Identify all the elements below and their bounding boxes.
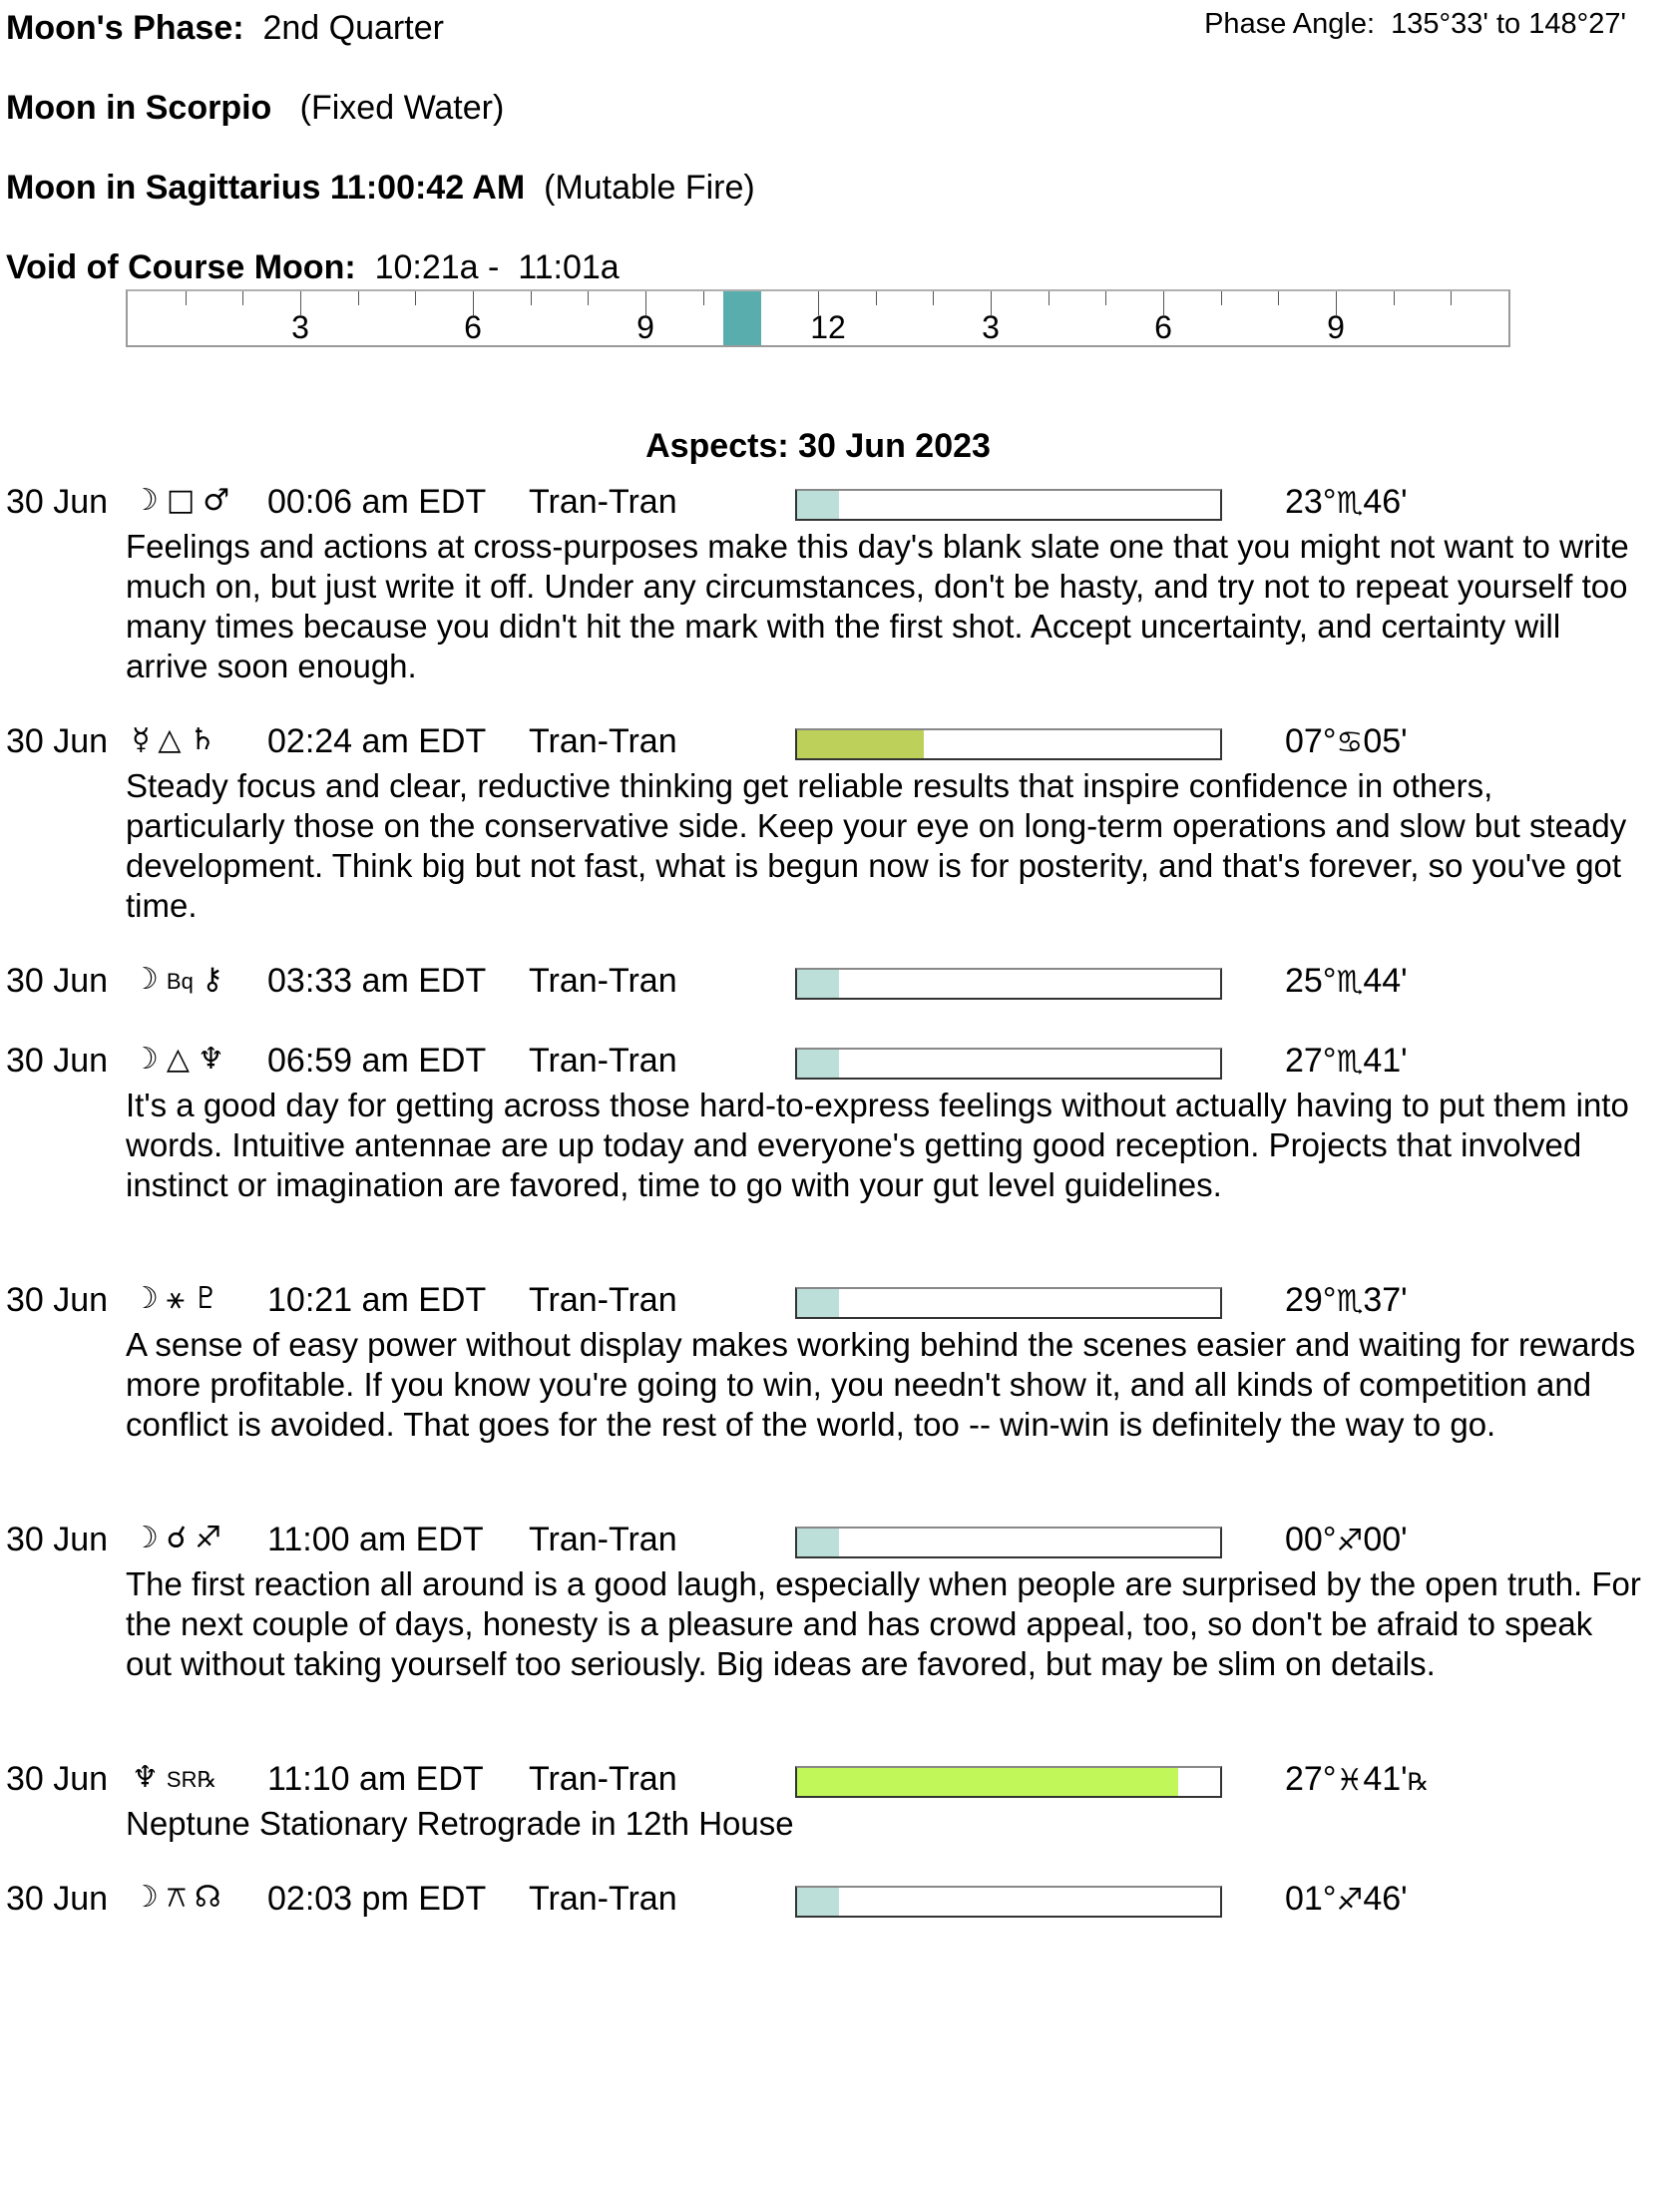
position-degree: 27° xyxy=(1285,1760,1337,1798)
aspect-glyphs xyxy=(132,1880,229,1915)
hour-label: 9 xyxy=(636,309,654,345)
aspect-row xyxy=(0,1281,1680,1445)
conjunction-aspect-icon: ☌ xyxy=(166,1521,188,1555)
aspect-time: 00:06 am EDT xyxy=(267,483,487,521)
aspect-type: Tran-Tran xyxy=(529,1880,677,1918)
aspect-position xyxy=(1285,483,1408,522)
strength-bar xyxy=(795,728,1222,760)
aspects-title: Aspects: 30 Jun 2023 xyxy=(645,427,991,465)
aspect-type: Tran-Tran xyxy=(529,1281,677,1319)
aspect-date: 30 Jun xyxy=(6,1760,109,1798)
strength-bar-fill xyxy=(797,1768,1178,1796)
strength-bar xyxy=(795,1527,1222,1558)
void-of-course-block xyxy=(723,291,762,345)
hour-label: 6 xyxy=(1154,309,1172,345)
aspect-row xyxy=(0,962,1680,1006)
moon-sign-quality: (Fixed Water) xyxy=(299,89,505,127)
aspect-glyphs xyxy=(132,1760,224,1795)
biquintile-aspect-icon: Bq xyxy=(166,969,194,994)
strength-bar xyxy=(795,1886,1222,1918)
hour-tick xyxy=(1394,291,1395,305)
strength-bar xyxy=(795,968,1222,1000)
aspect-date: 30 Jun xyxy=(6,1880,109,1918)
aspect-type: Tran-Tran xyxy=(529,1760,677,1798)
aspect-type: Tran-Tran xyxy=(529,1521,677,1558)
strength-bar-fill xyxy=(797,1529,839,1556)
hour-tick xyxy=(242,291,243,305)
aspect-type: Tran-Tran xyxy=(529,722,677,760)
aspect-row xyxy=(0,1042,1680,1205)
aspect-date: 30 Jun xyxy=(6,1042,109,1080)
aspect-row xyxy=(0,1521,1680,1684)
moon-ingress-quality: (Mutable Fire) xyxy=(544,169,755,207)
aspect-position xyxy=(1285,1521,1408,1559)
strength-bar-fill xyxy=(797,1289,839,1317)
hour-tick xyxy=(1049,291,1050,305)
square-aspect-icon: □ xyxy=(166,483,196,518)
hour-tick xyxy=(1221,291,1222,305)
retrograde-icon: ℞ xyxy=(1407,1768,1430,1796)
hour-tick xyxy=(1278,291,1279,305)
moon-phase-label: Moon's Phase: xyxy=(6,9,244,47)
moon-icon: ☽ xyxy=(132,962,159,997)
aspect-date: 30 Jun xyxy=(6,722,109,760)
phase-angle-value: 135°33' to 148°27' xyxy=(1391,8,1626,40)
hour-tick xyxy=(1451,291,1452,305)
aspect-position xyxy=(1285,1281,1408,1320)
position-degree: 25° xyxy=(1285,962,1337,1000)
void-of-course xyxy=(6,247,620,287)
zodiac-sign-icon: ♏ xyxy=(1336,1045,1364,1080)
zodiac-sign-icon: ♏ xyxy=(1336,965,1364,1000)
north-node-icon: ☊ xyxy=(194,1880,221,1915)
position-degree: 01° xyxy=(1285,1880,1337,1918)
position-degree: 00° xyxy=(1285,1521,1337,1558)
moon-icon: ☽ xyxy=(132,483,159,518)
aspect-row xyxy=(0,1760,1680,1844)
voc-value: 10:21a - 11:01a xyxy=(374,248,620,286)
aspect-description: It's a good day for getting across those hard-to-express feelings without actually having to put them into words. Intuitive antennae are up today and everyone's getting good reception. Projects that involved instinct or imagination are favored, time to go with your gut level guidelines. xyxy=(126,1087,1629,1203)
strength-bar-fill xyxy=(797,1888,839,1916)
hour-label: 12 xyxy=(810,309,846,345)
stationary-retrograde-icon: SR℞ xyxy=(166,1767,217,1792)
aspect-time: 11:10 am EDT xyxy=(267,1760,484,1798)
position-degree: 07° xyxy=(1285,722,1337,760)
moon-ingress-label: Moon in Sagittarius 11:00:42 AM xyxy=(6,169,526,207)
strength-bar-fill xyxy=(797,491,839,519)
strength-bar-fill xyxy=(797,970,839,998)
mars-icon: ♂ xyxy=(203,483,230,518)
hour-label: 6 xyxy=(464,309,482,345)
moon-ingress xyxy=(6,168,755,208)
zodiac-sign-icon: ♐ xyxy=(1336,1524,1364,1558)
hour-tick xyxy=(186,291,187,305)
moon-icon: ☽ xyxy=(132,1521,159,1555)
zodiac-sign-icon: ♐ xyxy=(1336,1883,1364,1918)
moon-phase xyxy=(6,8,444,48)
moon-sign xyxy=(6,88,504,128)
strength-bar-fill xyxy=(797,1050,839,1078)
zodiac-sign-icon: ♓ xyxy=(1336,1763,1364,1798)
aspect-glyphs xyxy=(132,1042,232,1077)
pluto-icon: ♇ xyxy=(192,1281,219,1316)
aspect-time: 02:24 am EDT xyxy=(267,722,487,760)
trine-aspect-icon: △ xyxy=(166,1042,190,1077)
saturn-icon: ♄ xyxy=(189,722,216,757)
aspect-description: Neptune Stationary Retrograde in 12th House xyxy=(126,1805,794,1842)
phase-angle-label: Phase Angle: xyxy=(1204,8,1376,40)
position-degree: 27° xyxy=(1285,1042,1337,1080)
hour-tick xyxy=(588,291,589,305)
moon-icon: ☽ xyxy=(132,1281,159,1316)
aspect-description: Steady focus and clear, reductive thinking get reliable results that inspire confidence in others, particularly those on the conservative side. Keep your eye on long-term operations and slow but steady development. Think big but not fast, what is begun now is for posterity, and that's forever, so you've got time. xyxy=(126,767,1627,924)
moon-icon: ☽ xyxy=(132,1042,159,1077)
aspect-type: Tran-Tran xyxy=(529,483,677,521)
aspect-position xyxy=(1285,1880,1408,1919)
aspect-description: Feelings and actions at cross-purposes make this day's blank slate one that you might not want to write much on, but just write it off. Under any circumstances, don't be hasty, and try not to repeat yourself too many times because you didn't hit the mark with the first shot. Accept uncertainty, and certainty will arrive soon enough. xyxy=(126,528,1629,684)
position-degree: 29° xyxy=(1285,1281,1337,1319)
aspect-glyphs xyxy=(132,962,231,997)
strength-bar xyxy=(795,489,1222,521)
aspect-position xyxy=(1285,1042,1408,1081)
aspect-description: The first reaction all around is a good laugh, especially when people are surprised by the open truth. For the next couple of days, honesty is a pleasure and has crowd appeal, too, so don't be afraid to speak out without taking yourself too seriously. Big ideas are favored, but may be slim on details. xyxy=(126,1565,1641,1682)
neptune-icon: ♆ xyxy=(132,1760,159,1795)
aspect-position xyxy=(1285,722,1408,761)
quincunx-aspect-icon: ⚻ xyxy=(166,1880,187,1915)
aspect-glyphs xyxy=(132,722,223,757)
mercury-icon: ☿ xyxy=(132,722,151,757)
hour-label: 3 xyxy=(291,309,309,345)
aspect-glyphs xyxy=(132,1521,229,1555)
hour-tick xyxy=(415,291,416,305)
position-minute: 46' xyxy=(1363,483,1408,521)
aspect-date: 30 Jun xyxy=(6,1521,109,1558)
hour-tick xyxy=(703,291,704,305)
moon-phase-value: 2nd Quarter xyxy=(262,9,444,47)
aspect-row xyxy=(0,722,1680,926)
trine-aspect-icon: △ xyxy=(158,722,182,757)
neptune-icon: ♆ xyxy=(197,1042,224,1077)
aspect-time: 02:03 pm EDT xyxy=(267,1880,487,1918)
zodiac-sign-icon: ♏ xyxy=(1336,486,1364,521)
position-minute: 46' xyxy=(1363,1880,1408,1918)
moon-sign-label: Moon in Scorpio xyxy=(6,89,272,127)
zodiac-sign-icon: ♋ xyxy=(1336,725,1364,760)
aspect-glyphs xyxy=(132,1281,227,1316)
sagittarius-icon: ♐ xyxy=(195,1521,221,1555)
day-timeline xyxy=(126,289,1510,347)
aspect-date: 30 Jun xyxy=(6,962,109,1000)
strength-bar xyxy=(795,1766,1222,1798)
phase-angle xyxy=(1204,8,1626,41)
sextile-aspect-icon: ⚹ xyxy=(166,1281,185,1316)
position-minute: 41' xyxy=(1363,1760,1408,1798)
aspect-type: Tran-Tran xyxy=(529,1042,677,1080)
aspect-type: Tran-Tran xyxy=(529,962,677,1000)
aspect-date: 30 Jun xyxy=(6,1281,109,1319)
aspect-time: 06:59 am EDT xyxy=(267,1042,487,1080)
position-minute: 44' xyxy=(1363,962,1408,1000)
zodiac-sign-icon: ♏ xyxy=(1336,1284,1364,1319)
hour-label: 3 xyxy=(982,309,1000,345)
hour-tick xyxy=(531,291,532,305)
position-minute: 05' xyxy=(1363,722,1408,760)
hour-tick xyxy=(358,291,359,305)
position-minute: 00' xyxy=(1363,1521,1408,1558)
aspect-glyphs xyxy=(132,483,237,518)
aspect-position xyxy=(1285,1760,1429,1799)
position-degree: 23° xyxy=(1285,483,1337,521)
voc-label: Void of Course Moon: xyxy=(6,248,356,286)
aspect-time: 03:33 am EDT xyxy=(267,962,487,1000)
aspect-time: 10:21 am EDT xyxy=(267,1281,487,1319)
aspect-time: 11:00 am EDT xyxy=(267,1521,484,1558)
position-minute: 41' xyxy=(1363,1042,1408,1080)
moon-icon: ☽ xyxy=(132,1880,159,1915)
position-minute: 37' xyxy=(1363,1281,1408,1319)
aspect-row xyxy=(0,483,1680,686)
aspect-date: 30 Jun xyxy=(6,483,109,521)
hour-tick xyxy=(933,291,934,305)
aspect-row xyxy=(0,1880,1680,1924)
strength-bar xyxy=(795,1287,1222,1319)
hour-tick xyxy=(1105,291,1106,305)
strength-bar-fill xyxy=(797,730,924,758)
chiron-icon: ⚷ xyxy=(201,962,223,997)
aspect-position xyxy=(1285,962,1408,1001)
strength-bar xyxy=(795,1048,1222,1080)
aspect-description: A sense of easy power without display makes working behind the scenes easier and waiting for rewards more profitable. If you know you're going to win, you needn't show it, and all kinds of competition and conflict is avoided. That goes for the rest of the world, too -- win-win is definitely the way to go. xyxy=(126,1326,1636,1443)
hour-tick xyxy=(876,291,877,305)
hour-label: 9 xyxy=(1327,309,1345,345)
